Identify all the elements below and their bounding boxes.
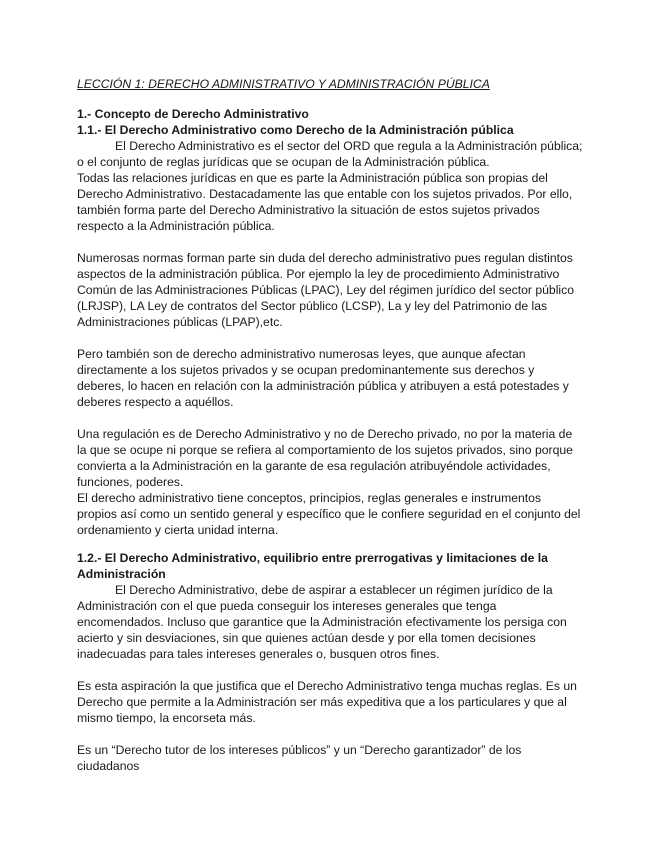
paragraph: Todas las relaciones jurídicas en que es parte la Administración pública son propias del Derecho Administrativo. Destacadamente las que entable con los sujetos privados. Por ello, también forma parte del Derecho Administrativo la situación de estos sujetos privados respecto a la Administración pública. bbox=[77, 171, 573, 233]
section-1-2-heading: 1.2.- El Derecho Administrativo, equilibrio entre prerrogativas y limitaciones de la Administración bbox=[77, 551, 548, 581]
paragraph: Numerosas normas forman parte sin duda del derecho administrativo pues regulan distintos aspectos de la administración pública. Por ejemplo la ley de procedimiento Administrativo Común de las Administraciones Públicas (LPAC), Ley del régimen jurídico del sector público (LRJSP), LA Ley de contratos del Sector público (LCSP), La y ley del Patrimonio de las Administraciones públicas (LPAP),etc. bbox=[77, 251, 574, 329]
paragraph: Una regulación es de Derecho Administrativo y no de Derecho privado, no por la materia de la que se ocupe ni porque se refiera al comportamiento de los sujetos privados, sino porque convierta a la Administración en la garante de esa regulación atribuyéndole actividades, funciones, poderes. bbox=[77, 427, 573, 489]
paragraph: El Derecho Administrativo es el sector del ORD que regula a la Administración pública; o el conjunto de reglas jurídicas que se ocupan de la Administración pública. bbox=[77, 139, 583, 169]
paragraph: El Derecho Administrativo, debe de aspirar a establecer un régimen jurídico de la Administración con el que pueda conseguir los intereses generales que tenga encomendados. Incluso que garantice que la Administración efectivamente los persiga con acierto y sin desviaciones, sin que quienes actúan desde y por ella tomen decisiones inadecuadas para tales intereses generales o, busquen otros fines. bbox=[77, 583, 567, 661]
paragraph: El derecho administrativo tiene conceptos, principios, reglas generales e instrumentos propios así como un sentido general y específico que le confiere seguridad en el conjunto del ordenamiento y cierta unidad interna. bbox=[77, 491, 581, 537]
document-title: LECCIÓN 1: DERECHO ADMINISTRATIVO Y ADMINISTRACIÓN PÚBLICA bbox=[77, 77, 490, 91]
paragraph: Pero también son de derecho administrativo numerosas leyes, que aunque afectan directamente a los sujetos privados y se ocupan predominantemente sus derechos y deberes, lo hacen en relación con la administración pública y atribuyen a está potestades y deberes respecto a aquéllos. bbox=[77, 347, 569, 409]
paragraph: Es un “Derecho tutor de los intereses públicos” y un “Derecho garantizador” de los ciudadanos bbox=[77, 743, 522, 773]
document-body bbox=[77, 76, 583, 774]
section-1-heading: 1.- Concepto de Derecho Administrativo bbox=[77, 107, 309, 121]
paragraph: Es esta aspiración la que justifica que el Derecho Administrativo tenga muchas reglas. Es un Derecho que permite a la Administración ser más expeditiva que a los particulares y que al mismo tiempo, la encorseta más. bbox=[77, 679, 577, 725]
section-1-1-heading: 1.1.- El Derecho Administrativo como Derecho de la Administración pública bbox=[77, 123, 514, 137]
